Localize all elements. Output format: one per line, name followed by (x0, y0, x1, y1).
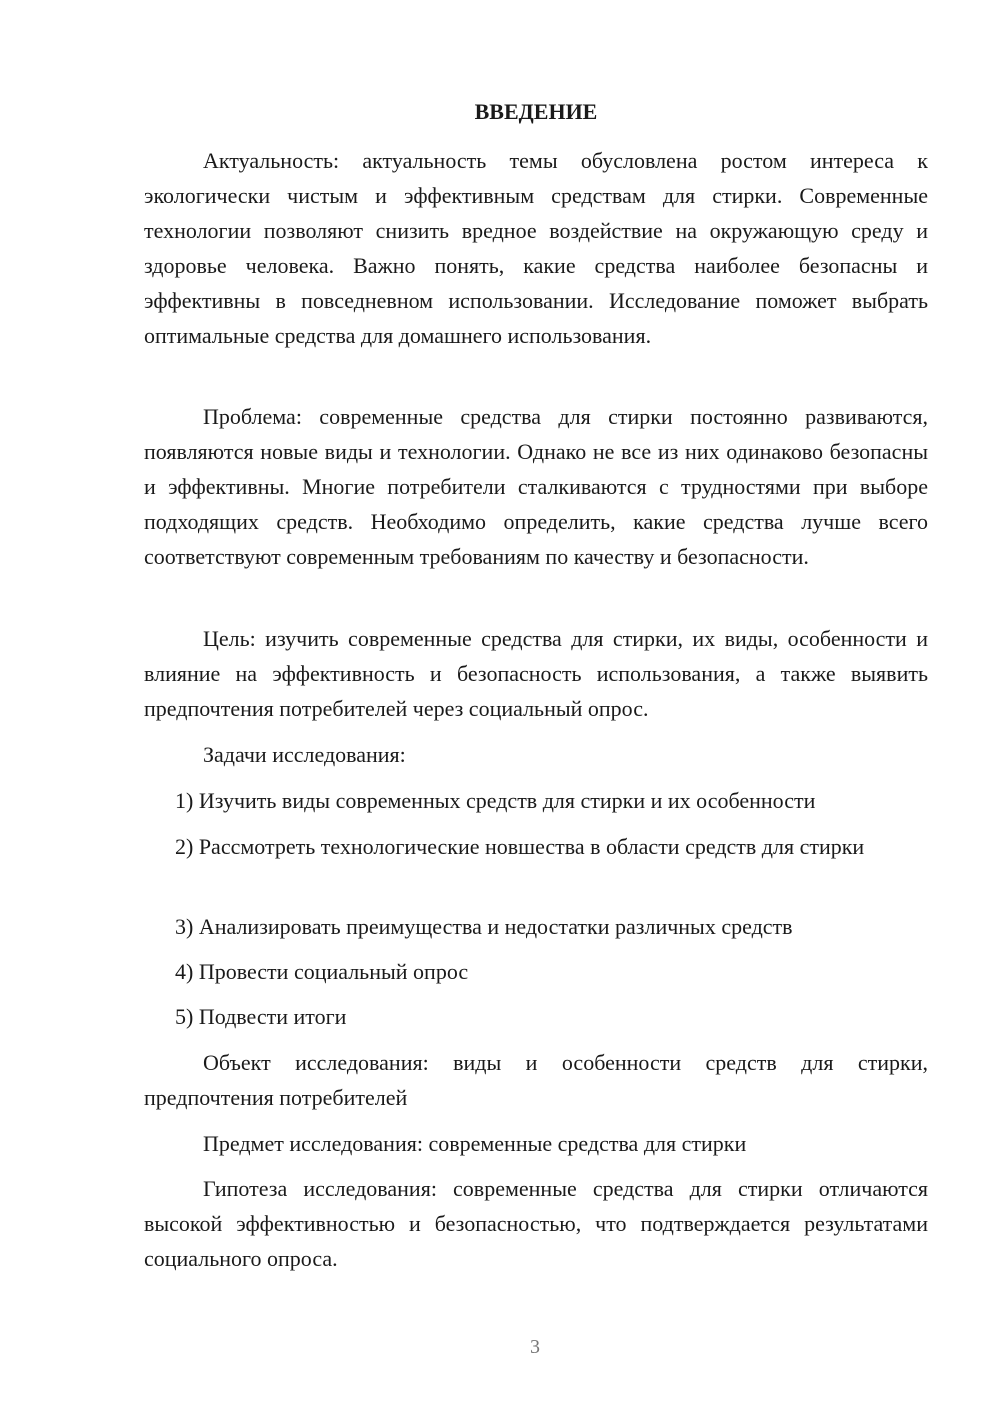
task-item-4: 4) Провести социальный опрос (175, 959, 469, 984)
relevance-paragraph: Актуальность: актуальность темы обусловлена ростом интереса к экологически чистым и эффективным средствам для стирки. Современные технологии позволяют снизить вредное воздействие на окружающую среду и здоровье человека. Важно понять, какие средства наиболее безопасны и эффективны в повседневном использовании. Исследование поможет выбрать оптимальные средства для домашнего использования. (144, 148, 928, 348)
subject-paragraph: Предмет исследования: современные средства для стирки (203, 1131, 747, 1156)
object-paragraph: Объект исследования: виды и особенности средств для стирки, предпочтения потребителей (144, 1050, 928, 1110)
problem-paragraph: Проблема: современные средства для стирки постоянно развиваются, появляются новые виды и технологии. Однако не все из них одинаково безопасны и эффективны. Многие потребители сталкиваются с трудностями при выборе подходящих средств. Необходимо определить, какие средства лучше всего соответствуют современным требованиям по качеству и безопасности. (144, 404, 928, 569)
task-item-1: 1) Изучить виды современных средств для стирки и их особенности (175, 788, 816, 813)
hypothesis-paragraph: Гипотеза исследования: современные средства для стирки отличаются высокой эффективностью и безопасностью, что подтверждается результатами социального опроса. (144, 1176, 928, 1271)
page-number: 3 (530, 1336, 540, 1358)
task-item-2: 2) Рассмотреть технологические новшества в области средств для стирки (175, 834, 865, 859)
task-item-5: 5) Подвести итоги (175, 1004, 347, 1029)
tasks-heading: Задачи исследования: (203, 742, 406, 767)
task-item-3: 3) Анализировать преимущества и недостатки различных средств (175, 914, 793, 939)
page-title: ВВЕДЕНИЕ (474, 99, 598, 124)
goal-paragraph: Цель: изучить современные средства для стирки, их виды, особенности и влияние на эффективность и безопасность использования, а также выявить предпочтения потребителей через социальный опрос. (144, 626, 928, 721)
